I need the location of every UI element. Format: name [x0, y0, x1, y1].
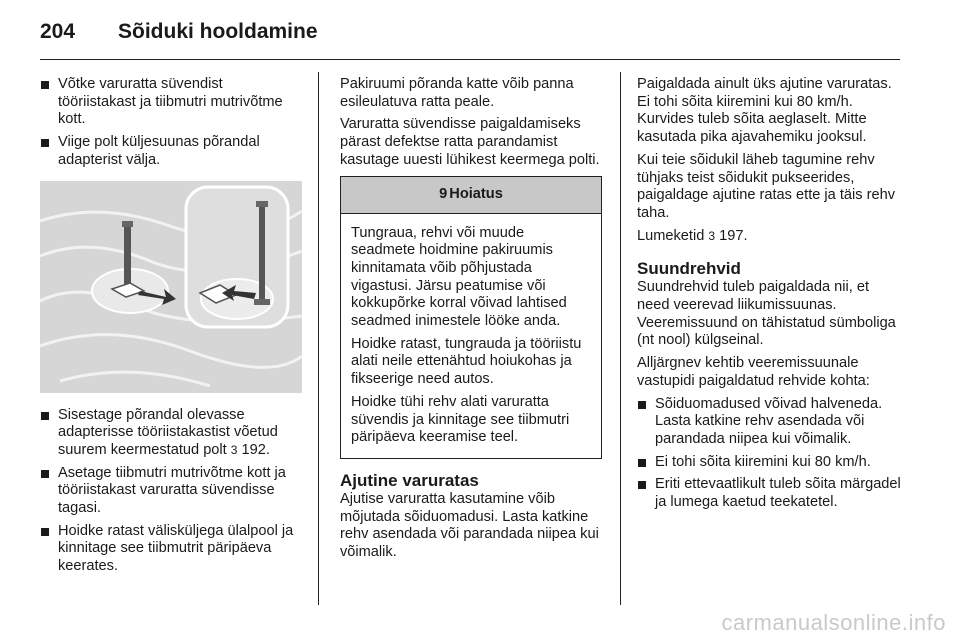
- list-item: Viige polt küljesuunas põrandal adapterist välja.: [40, 134, 304, 169]
- warning-title: Hoiatus: [449, 185, 503, 202]
- list-item: Asetage tiibmutri mutrivõtme kott ja tööriistakast varuratta süvendisse tagasi.: [40, 465, 304, 518]
- spare-wheel-illustration: [40, 181, 302, 393]
- list-item: Sisestage põrandal olevasse adapterisse tööriistakastist võetud suurem keermestatud polt 3 192.: [40, 407, 304, 460]
- column-divider-1: [318, 72, 319, 605]
- paragraph: Lumeketid 3 197.: [637, 227, 748, 244]
- paragraph: Tungraua, rehvi või muude seadmete hoidmine pakiruumis kinnitamata võib põhjustada vigastusi. Järsu peatumise või kokkupõrke korral võivad lahtised seadmed inimestele lööke anda.: [351, 224, 567, 330]
- bullet-list: [637, 396, 905, 512]
- page-header: [40, 20, 318, 46]
- paragraph: Suundrehvid tuleb paigaldada nii, et need veerevad liikumissuunas. Veeremissuund on tähistatud sümboliga (nt nool) külgseinal.: [637, 279, 896, 349]
- paragraph: Hoidke ratast, tungrauda ja tööriistu alati neile ettenähtud hoiukohas ja fikseerige need autos.: [351, 335, 582, 388]
- column-1: [40, 76, 304, 582]
- paragraph: Varuratta süvendisse paigaldamiseks pärast defektse ratta parandamist kasutage uuesti lühikest keermega polti.: [340, 116, 600, 168]
- xref-arrow-icon: 3: [230, 442, 238, 457]
- list-item: Hoidke ratast välisküljega ülalpool ja kinnitage see tiibmutrit päripäeva keerates.: [40, 523, 304, 576]
- list-item: Võtke varuratta süvendist tööriistakast ja tiibmutri mutrivõtme kott.: [40, 76, 304, 129]
- warning-box: [340, 176, 602, 459]
- paragraph: Ajutise varuratta kasutamine võib mõjutada sõiduomadusi. Lasta katkine rehv asendada või parandada niipea kui võimalik.: [340, 490, 599, 561]
- column-divider-2: [620, 72, 621, 605]
- warning-triangle-icon: 9: [439, 185, 448, 202]
- xref-arrow-icon: 3: [708, 228, 716, 243]
- list-item: Sõiduomadused võivad halveneda. Lasta katkine rehv asendada või parandada niipea kui võimalik.: [637, 396, 905, 449]
- section-heading: Suundrehvid: [637, 259, 741, 279]
- paragraph: Kui teie sõidukil läheb tagumine rehv tühjaks teist sõidukit pukseerides, paigaldage ajutine ratas ette ja täis rehv taha.: [637, 151, 895, 221]
- paragraph: Hoidke tühi rehv alati varuratta süvendis ja kinnitage see tiibmutri päripäeva keeramise teel.: [351, 393, 570, 446]
- header-divider: [40, 59, 900, 60]
- column-2: [340, 76, 602, 567]
- paragraph: Pakiruumi põranda katte võib panna esileulatuva ratta peale.: [340, 76, 574, 110]
- page-title: Sõiduki hooldamine: [118, 20, 318, 43]
- paragraph: Alljärgnev kehtib veeremissuunale vastupidi paigaldatud rehvide kohta:: [637, 355, 870, 389]
- list-item: Ei tohi sõita kiiremini kui 80 km/h.: [637, 454, 905, 472]
- page-number: 204: [40, 20, 76, 43]
- bullet-list-bottom: [40, 407, 304, 576]
- paragraph: Paigaldada ainult üks ajutine varuratas. Ei tohi sõita kiiremini kui 80 km/h. Kurvides tuleb sõita aeglaselt. Mitte kasutada pika ajavahemiku jooksul.: [637, 76, 892, 146]
- warning-header: [341, 177, 601, 214]
- bullet-list-top: [40, 76, 304, 170]
- watermark: carmanualsonline.info: [721, 610, 946, 635]
- list-item: Eriti ettevaatlikult tuleb sõita märgadel ja lumega kaetud teekatetel.: [637, 476, 905, 511]
- warning-body: [341, 214, 601, 458]
- section-heading: Ajutine varuratas: [340, 470, 479, 490]
- column-3: [637, 76, 905, 518]
